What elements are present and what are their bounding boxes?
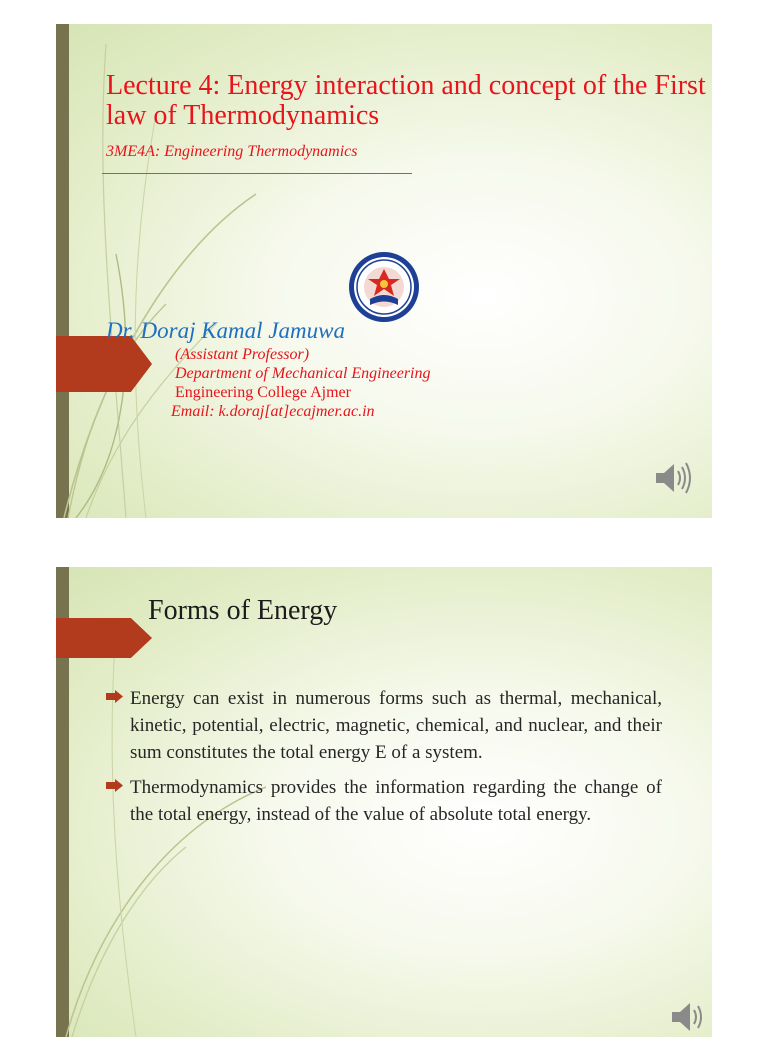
slide-forms-of-energy — [56, 567, 712, 1037]
lecture-title: Lecture 4: Energy interaction and concept of the First law of Thermodynamics — [106, 70, 706, 131]
speaker-icon[interactable] — [654, 460, 694, 496]
bullet-text: Thermodynamics provides the information regarding the change of the total energy, instead of the value of absolute total energy. — [130, 777, 662, 825]
arrow-bullet-icon — [106, 779, 123, 792]
slide-heading: Forms of Energy — [148, 595, 338, 626]
course-subtitle: 3ME4A: Engineering Thermodynamics — [106, 143, 358, 160]
arrow-bullet-icon — [106, 690, 123, 703]
bullet-text: Energy can exist in numerous forms such as thermal, mechanical, kinetic, potential, electric, magnetic, chemical, and nuclear, and their sum constitutes the total energy E of a system. — [130, 688, 662, 763]
red-arrow-accent — [56, 336, 152, 392]
slide-title — [56, 24, 712, 518]
list-item — [106, 685, 662, 766]
author-college: Engineering College Ajmer — [175, 384, 351, 401]
author-name: Dr. Doraj Kamal Jamuwa — [106, 318, 345, 343]
red-arrow-accent — [56, 618, 152, 658]
bullet-list — [106, 685, 662, 836]
author-email: Email: k.doraj[at]ecajmer.ac.in — [171, 403, 375, 420]
author-designation: (Assistant Professor) — [175, 346, 310, 363]
title-divider — [102, 173, 412, 174]
slide-side-bar — [56, 24, 69, 518]
college-seal-icon — [348, 251, 420, 323]
speaker-icon[interactable] — [670, 999, 710, 1035]
author-department: Department of Mechanical Engineering — [175, 365, 431, 382]
list-item — [106, 774, 662, 828]
